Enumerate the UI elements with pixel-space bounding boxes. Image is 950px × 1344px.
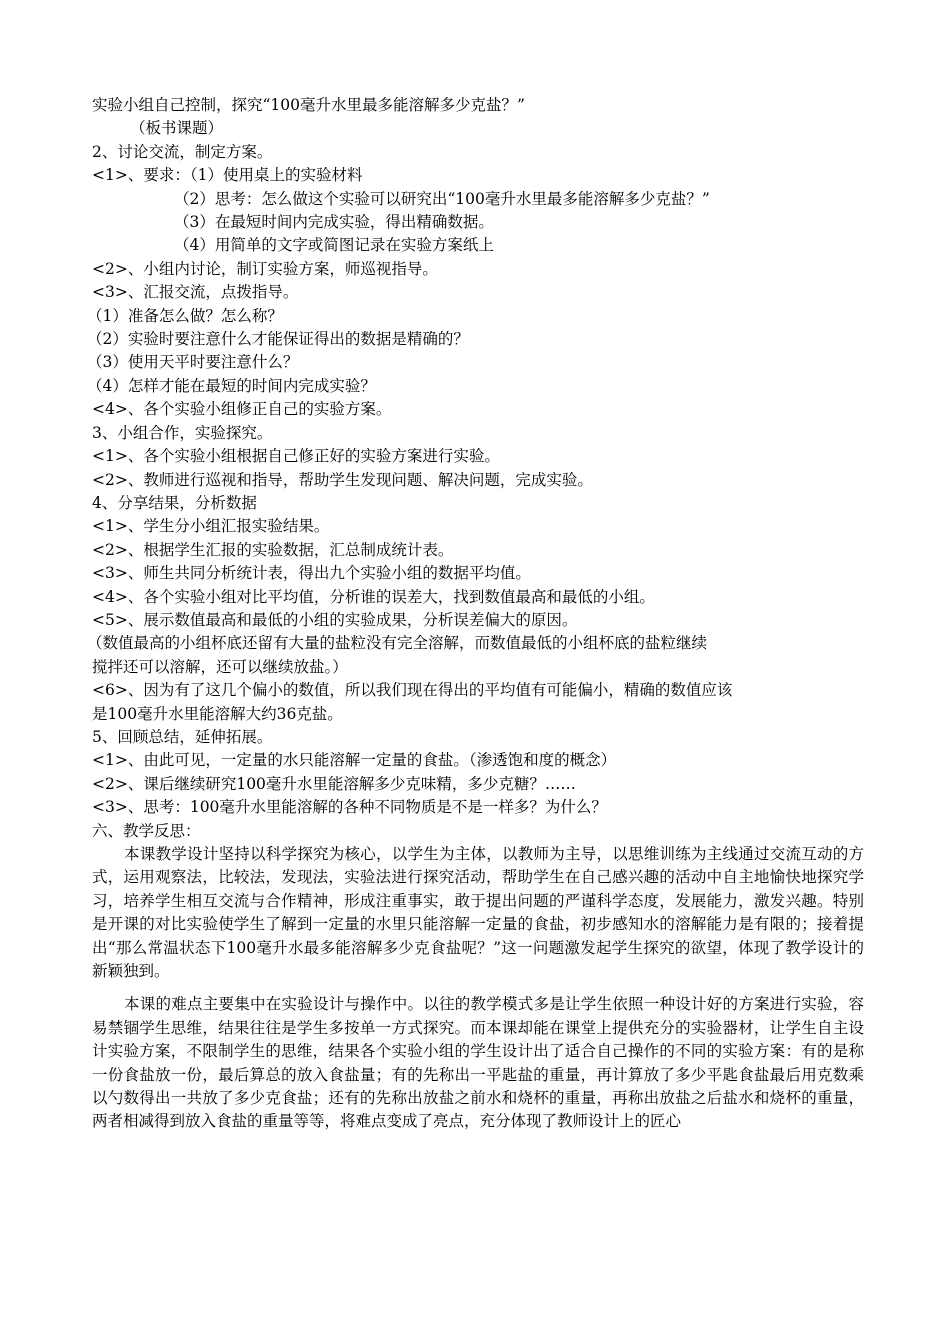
section-heading: 3、小组合作，实验探究。 <box>92 423 273 442</box>
text-line: <5>、展示数值最高和最低的小组的实验成果，分析误差偏大的原因。 <box>92 610 578 629</box>
text-line: <3>、汇报交流，点拨指导。 <box>92 283 299 302</box>
text-line: 实验小组自己控制，探究“100毫升水里最多能溶解多少克盐？” <box>92 96 525 114</box>
text-line: （4）用简单的文字或简图记录在实验方案纸上 <box>174 236 494 255</box>
text-line: <4>、各个实验小组修正自己的实验方案。 <box>92 400 392 419</box>
text-line: （2）思考：怎么做这个实验可以研究出“100毫升水里最多能溶解多少克盐？” <box>174 189 710 208</box>
section-heading: 六、教学反思： <box>92 821 201 840</box>
text-line: （3）在最短时间内完成实验，得出精确数据。 <box>174 213 494 232</box>
section-heading: 4、分享结果，分析数据 <box>92 493 257 512</box>
text-line: <6>、因为有了这几个偏小的数值，所以我们现在得出的平均值有可能偏小，精确的数值应该 <box>92 681 733 700</box>
text-line: （板书课题） <box>130 119 224 138</box>
text-line: <2>、小组内讨论，制订实验方案，师巡视指导。 <box>92 259 438 278</box>
text-line: （4）怎样才能在最短的时间内完成实验？ <box>87 376 376 395</box>
text-line: <2>、课后继续研究100毫升水里能溶解多少克味精，多少克糖？…… <box>92 774 576 793</box>
document-page <box>87 94 864 1134</box>
text-line: （3）使用天平时要注意什么？ <box>87 353 299 372</box>
text-line: <4>、各个实验小组对比平均值，分析谁的误差大，找到数值最高和最低的小组。 <box>92 587 655 606</box>
reflection-paragraph: 本课教学设计坚持以科学探究为核心，以学生为主体，以教师为主导，以思维训练为主线通过交流互动的方式，运用观察法，比较法，发现法，实验法进行探究活动，帮助学生在自己感兴趣的活动中自主地愉快地探究学习，培养学生相互交流与合作精神，形成注重事实，敢于提出问题的严谨科学态度，发展能力，激发兴趣。特别是开课的对比实验使学生了解到一定量的水里只能溶解一定量的食盐，初步感知水的溶解能力是有限的；接着提出“那么常温状态下100毫升水最多能溶解多少克食盐呢？”这一问题激发起学生探究的欲望，体现了教学设计的新颖独到。 <box>92 845 864 981</box>
section-heading: 5、回顾总结，延伸拓展。 <box>92 727 273 746</box>
text-line: <3>、师生共同分析统计表，得出九个实验小组的数据平均值。 <box>92 564 531 583</box>
text-line: 是100毫升水里能溶解大约36克盐。 <box>92 704 343 723</box>
text-line: <1>、各个实验小组根据自己修正好的实验方案进行实验。 <box>92 447 500 466</box>
text-line: <1>、由此可见，一定量的水只能溶解一定量的食盐。（渗透饱和度的概念） <box>92 751 617 770</box>
text-line: 搅拌还可以溶解，还可以继续放盐。） <box>92 657 348 676</box>
text-line: （2）实验时要注意什么才能保证得出的数据是精确的？ <box>87 330 469 349</box>
text-line: <2>、教师进行巡视和指导，帮助学生发现问题、解决问题，完成实验。 <box>92 470 593 489</box>
text-line: （数值最高的小组杯底还留有大量的盐粒没有完全溶解，而数值最低的小组杯底的盐粒继续 <box>87 634 708 653</box>
text-line: <1>、要求：（1）使用桌上的实验材料 <box>92 166 363 185</box>
section-heading: 2、讨论交流，制定方案。 <box>92 142 273 161</box>
paragraph-gap <box>92 983 864 993</box>
text-line: <3>、思考：100毫升水里能溶解的各种不同物质是不是一样多？为什么？ <box>92 798 607 817</box>
text-line: <1>、学生分小组汇报实验结果。 <box>92 517 330 536</box>
text-line: （1）准备怎么做？怎么称？ <box>87 306 283 325</box>
text-line: <2>、根据学生汇报的实验数据，汇总制成统计表。 <box>92 540 454 559</box>
reflection-paragraph: 本课的难点主要集中在实验设计与操作中。以往的教学模式多是让学生依照一种设计好的方案进行实验，容易禁锢学生思维，结果往往是学生多按单一方式探究。而本课却能在课堂上提供充分的实验器材，让学生自主设计实验方案，不限制学生的思维，结果各个实验小组的学生设计出了适合自己操作的不同的实验方案：有的是称一份食盐放一份，最后算总的放入食盐量；有的先称出一平匙盐的重量，再计算放了多少平匙食盐最后用克数乘以勺数得出一共放了多少克食盐；还有的先称出放盐之前水和烧杯的重量，再称出放盐之后盐水和烧杯的重量，两者相减得到放入食盐的重量等等，将难点变成了亮点，充分体现了教师设计上的匠心 <box>92 995 864 1131</box>
